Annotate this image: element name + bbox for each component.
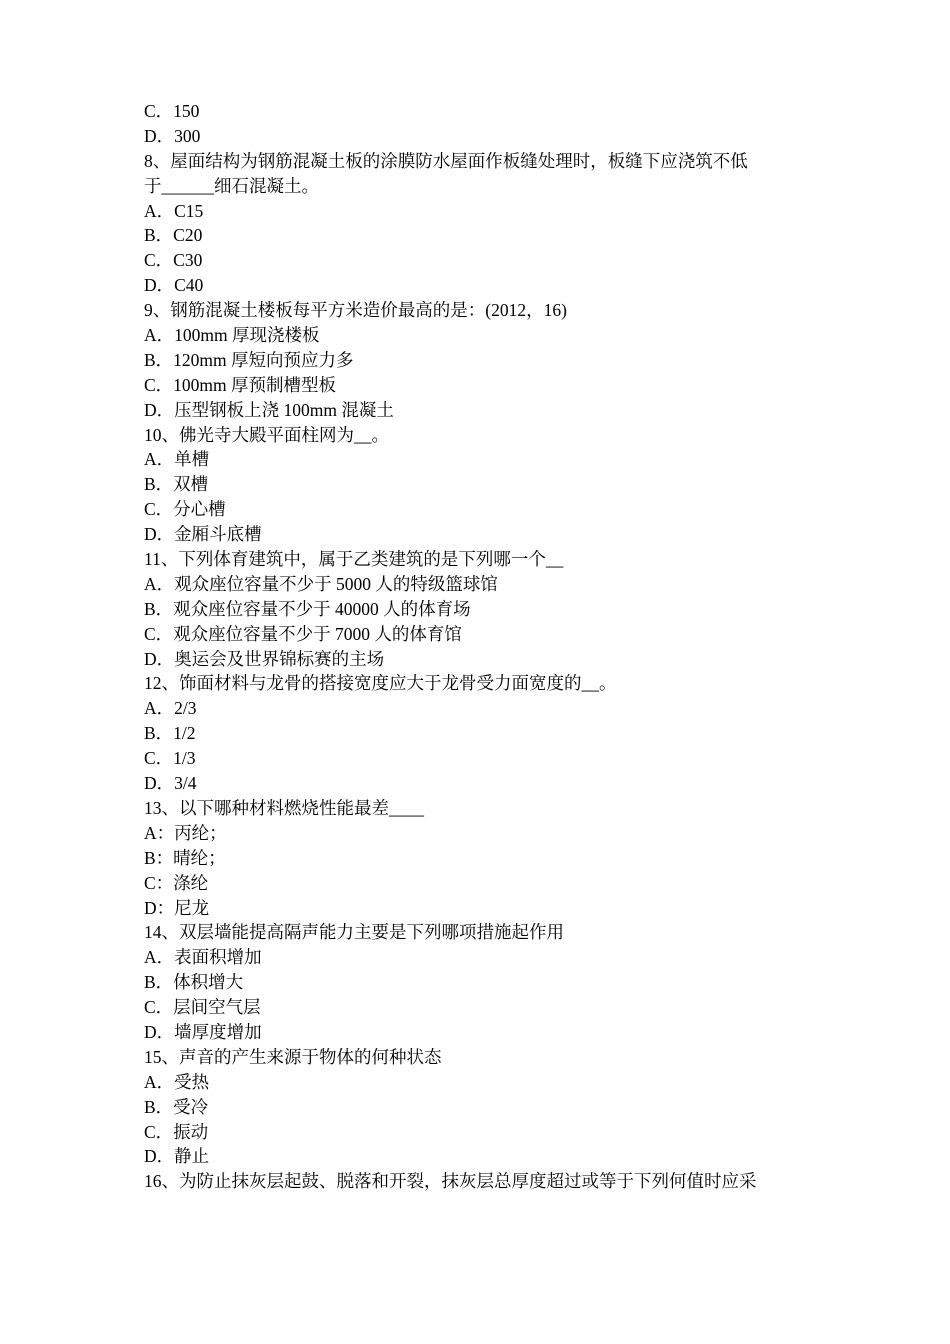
text-line: B．受冷 (144, 1096, 209, 1117)
text-line: 15、声音的产生来源于物体的何种状态 (144, 1046, 442, 1067)
text-line: A．单槽 (144, 449, 210, 470)
text-line: A．受热 (144, 1071, 210, 1092)
text-line: D．3/4 (144, 773, 197, 794)
text-line: 10、佛光寺大殿平面柱网为__。 (144, 424, 389, 445)
text-line: B：晴纶； (144, 847, 226, 868)
text-line: C．层间空气层 (144, 997, 261, 1018)
text-line: D．静止 (144, 1146, 210, 1167)
text-line: A：丙纶； (144, 822, 227, 843)
text-line: 16、为防止抹灰层起鼓、脱落和开裂，抹灰层总厚度超过或等于下列何值时应采 (144, 1171, 757, 1192)
text-line: D：尼龙 (144, 897, 210, 918)
text-line: A．观众座位容量不少于 5000 人的特级篮球馆 (144, 573, 498, 594)
text-line: 9、钢筋混凝土楼板每平方米造价最高的是：(2012，16) (144, 300, 567, 321)
text-line: C．100mm 厚预制槽型板 (144, 374, 337, 395)
text-line: A．表面积增加 (144, 947, 262, 968)
text-line: A．C15 (144, 200, 204, 221)
text-line: B．120mm 厚短向预应力多 (144, 349, 354, 370)
text-line: B．观众座位容量不少于 40000 人的体育场 (144, 598, 471, 619)
text-line: C．分心槽 (144, 499, 226, 520)
text-line: 12、饰面材料与龙骨的搭接宽度应大于龙骨受力面宽度的__。 (144, 673, 617, 694)
text-line: D．300 (144, 125, 201, 146)
text-line: A．100mm 厚现浇楼板 (144, 325, 320, 346)
text-line: C．1/3 (144, 748, 196, 769)
text-line: 13、以下哪种材料燃烧性能最差____ (144, 797, 424, 818)
text-line: 于______细石混凝土。 (144, 175, 319, 196)
text-line: A．2/3 (144, 698, 197, 719)
text-line: 14、双层墙能提高隔声能力主要是下列哪项措施起作用 (144, 922, 564, 943)
text-line: D．C40 (144, 275, 204, 296)
document-page (144, 99, 824, 1194)
text-line: 11、下列体育建筑中，属于乙类建筑的是下列哪一个__ (144, 549, 564, 570)
text-line: D．奥运会及世界锦标赛的主场 (144, 648, 385, 669)
text-line: B．C20 (144, 225, 203, 246)
text-line: D．金厢斗底槽 (144, 524, 262, 545)
text-line: D．墙厚度增加 (144, 1021, 262, 1042)
text-line: B．1/2 (144, 723, 196, 744)
text-line: B．双槽 (144, 474, 209, 495)
text-line: C：涤纶 (144, 872, 209, 893)
text-line: C．振动 (144, 1121, 209, 1142)
text-line: D．压型钢板上浇 100mm 混凝土 (144, 399, 394, 420)
text-line: C．150 (144, 101, 200, 121)
text-line: C．C30 (144, 250, 203, 271)
text-line: C．观众座位容量不少于 7000 人的体育馆 (144, 623, 462, 644)
text-line: B．体积增大 (144, 972, 244, 993)
text-line: 8、屋面结构为钢筋混凝土板的涂膜防水屋面作板缝处理时，板缝下应浇筑不低 (144, 150, 748, 171)
